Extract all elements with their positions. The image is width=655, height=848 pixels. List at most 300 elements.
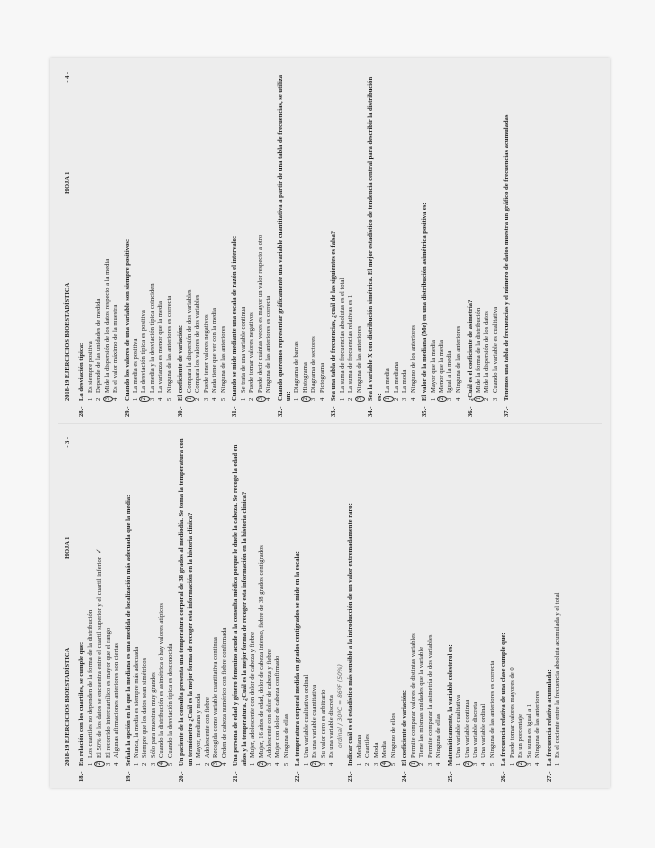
answer-option (410, 72, 418, 401)
answer-option (194, 72, 202, 401)
option-list (303, 437, 337, 766)
answer-option (455, 72, 463, 401)
answer-option (95, 72, 103, 401)
answer-option (472, 437, 480, 766)
question-number: 20.- (178, 771, 186, 782)
answer-option (418, 437, 426, 766)
option-text: Es una variable cuantitativa (311, 684, 319, 758)
question (500, 437, 542, 782)
answer-option (509, 437, 517, 766)
option-text: Adolescente con dolor de cabeza y fiebre (265, 649, 273, 758)
option-list (455, 437, 497, 766)
answer-option (149, 72, 157, 401)
question-text: Tenemos una tabla de frecuencias y el número de datos muestra un gráfico de frecuencias acumuladas (503, 114, 511, 401)
option-number: 3 (103, 397, 111, 401)
question-number: 18.- (78, 771, 86, 782)
right-header-title: 2018-19 EJERCICIOS BIOESTADÍSTICA (64, 282, 71, 401)
option-number: 4 (112, 762, 120, 766)
answer-option (320, 437, 328, 766)
option-number: 1 (249, 762, 257, 766)
answer-option (293, 72, 301, 401)
option-number: 1 (474, 397, 482, 401)
answer-option-marked (517, 437, 525, 766)
option-text: Cuando la desviación típica es desconocida (166, 643, 174, 758)
right-header-sheet: HOJA 1 (64, 171, 71, 194)
question (503, 72, 511, 417)
option-number: 4 (264, 397, 272, 401)
answer-option (303, 437, 311, 766)
answer-option (248, 72, 256, 401)
question-number: 31.- (231, 406, 239, 417)
option-number: 3 (104, 762, 112, 766)
question-number: 23.- (347, 771, 355, 782)
answer-option (150, 437, 158, 766)
answer-option (133, 437, 141, 766)
question-number: 28.- (78, 406, 86, 417)
option-text: Mide la dispersión de los datos (483, 311, 491, 393)
option-number: 5 (389, 762, 397, 766)
question (177, 72, 228, 417)
question (294, 437, 344, 782)
answer-option (364, 437, 372, 766)
option-number: 4 (111, 397, 119, 401)
answer-option (220, 72, 228, 401)
option-text: Permite comparar la asimetría de dos variables (426, 634, 434, 758)
option-list (509, 437, 543, 766)
option-text: Ninguna de las anteriores es correcta (165, 295, 173, 393)
option-text: Mujer con dolor de cabeza confirmado (274, 655, 282, 758)
option-list (186, 72, 228, 401)
question-text: En relación con los cuartiles, se cumple que: (78, 641, 86, 766)
option-number: 3 (149, 762, 157, 766)
option-text: Los cuartiles no dependen de la forma de la distribución (86, 609, 94, 758)
option-number: 1 (508, 762, 516, 766)
question (123, 72, 175, 417)
answer-option-marked (475, 72, 483, 401)
answer-option (401, 72, 409, 401)
option-number: 4 (328, 762, 336, 766)
option-text: La moda (401, 369, 409, 393)
option-text: Ninguna de ellas (435, 713, 443, 758)
question (78, 437, 121, 782)
option-number: 5 (282, 762, 290, 766)
option-text: Es el cociente entre la frecuencia absoluta acumulada y el total (554, 592, 562, 758)
option-text: Mayor que la media (429, 340, 437, 393)
option-number: 2 (438, 397, 445, 401)
option-text: Pictograma (318, 362, 326, 393)
option-list (554, 437, 562, 766)
option-number: 3 (265, 762, 273, 766)
right-page-header (64, 72, 72, 401)
option-list (249, 437, 291, 766)
option-text: Puede tomar valores mayores de 0 (508, 667, 516, 758)
answer-option-marked (302, 72, 310, 401)
option-number: 2 (141, 762, 149, 766)
answer-option-marked (410, 437, 418, 766)
option-text: Adolescente con fiebre (203, 697, 211, 758)
option-number: 3 (491, 397, 499, 401)
question (232, 437, 291, 782)
question-number: 24.- (401, 771, 409, 782)
option-number: 3 (525, 762, 533, 766)
option-text: Puede decir cuántas veces es mayor un valor respecto a otro (256, 234, 264, 393)
question-number: 26.- (500, 771, 508, 782)
answer-option (132, 72, 140, 401)
answer-option (274, 437, 282, 766)
left-header-sheet: HOJA 1 (64, 536, 71, 559)
option-text: Ninguna de las anteriores (534, 690, 542, 758)
answer-option (446, 72, 454, 401)
option-number: 3 (401, 397, 409, 401)
option-number: 4 (158, 762, 166, 766)
option-number: 1 (302, 762, 310, 766)
option-number: 3 (202, 397, 210, 401)
option-number: 2 (347, 397, 355, 401)
question-text: Cuando queremos representar gráficamente una variable cuantitativa a partir de una tabla de frecuencias, se utiliza un: (276, 74, 292, 401)
option-text: Una variable continua (463, 699, 471, 758)
option-number: 2 (257, 762, 265, 766)
answer-option-marked (257, 72, 265, 401)
answer-option (240, 72, 248, 401)
option-number: 2 (301, 397, 309, 401)
option-text: Cuando la distribución es asimétrica o hay valores atípicos (158, 603, 166, 758)
answer-option (489, 437, 497, 766)
question-number: 21.- (232, 771, 240, 782)
option-list (356, 437, 398, 766)
question (231, 72, 273, 417)
answer-option (157, 72, 165, 401)
answer-option (455, 437, 463, 766)
right-page (50, 58, 610, 423)
option-text: Orden de cabeza numérico con fiebre confirmada (220, 627, 228, 758)
option-list (410, 437, 444, 766)
option-text: Puede tomar valores negativos (248, 312, 256, 393)
question-number: 19.- (124, 771, 132, 782)
option-number: 2 (463, 762, 471, 766)
option-text: Es siempre positiva (86, 341, 94, 393)
option-text: Mide la forma de la distribución (474, 307, 482, 393)
answer-option (328, 437, 336, 766)
answer-option (141, 437, 149, 766)
option-list (475, 72, 500, 401)
question-text: Un paciente de la consulta presenta una temperatura corporal de 38 grados al mediodía. Se toma la temperatura con un termómetro ¿Cuál es la mejor forma de recoger esta información en la historia clínica? (178, 438, 194, 766)
option-text: Su suma es igual a 1 (525, 703, 533, 758)
answer-option (427, 437, 435, 766)
option-number: 4 (409, 397, 417, 401)
answer-option (87, 72, 95, 401)
answer-option-marked (356, 72, 364, 401)
option-text: Mujer, adolescente con dolor de cabeza y fiebre (249, 631, 257, 758)
answer-option (430, 72, 438, 401)
option-text: Mayor, mediana y moda (195, 693, 203, 758)
option-text: Diagrama de sectores (310, 336, 318, 393)
answer-option (203, 72, 211, 401)
answer-option (483, 72, 491, 401)
question-text: Una persona de edad y género femenino acude a la consulta médica porque le duele la cabeza. Se recoge la edad en años y la temperatura. ¿Cuál es la mejor forma de recoger esta información en la historia clínica? (232, 444, 248, 766)
question (401, 437, 443, 782)
option-number: 1 (86, 397, 94, 401)
answer-option (347, 72, 355, 401)
right-question-list (78, 72, 512, 417)
option-list (132, 72, 174, 401)
option-text: Cuando la variable es cualitativa (491, 306, 499, 393)
option-number: 4 (480, 762, 488, 766)
option-number: 2 (95, 762, 103, 766)
option-text: La media es positiva (132, 338, 139, 393)
option-number: 4 (381, 762, 389, 766)
option-text: Su valor cero es arbitrario (319, 689, 327, 758)
answer-option (534, 437, 542, 766)
answer-option-marked (384, 72, 392, 401)
option-number: 2 (194, 397, 202, 401)
scanned-sheet (50, 58, 610, 788)
question-text: El coeficiente de variación: (401, 690, 409, 766)
option-text: Nada tiene que ver con la media (211, 308, 219, 393)
option-number: 2 (517, 762, 525, 766)
question-text: Indicar cuál es el estadístico más sensible a la introducción de un valor extremadamente raro: (347, 503, 355, 766)
option-text: Menor que la media (438, 340, 445, 393)
option-text: Ninguna de las anteriores (355, 325, 363, 393)
option-text: Se trata de una variable continua (239, 306, 247, 393)
option-text: Es una variable discreta (328, 695, 336, 758)
option-text: Igual a la media (446, 350, 454, 393)
question-text: Señala la opción en la que la mediana es una medida de localización más adecuada que la media: (124, 494, 132, 766)
page-gutter (58, 423, 602, 424)
option-number: 2 (248, 397, 256, 401)
answer-option-marked (104, 72, 112, 401)
option-number: 3 (256, 397, 264, 401)
option-text: Diagrama de barras (293, 341, 301, 393)
option-text: Siempre que los datos sean simétricos (141, 657, 149, 758)
option-text: La varianza es menor que la media (157, 301, 165, 393)
option-number: 4 (220, 762, 228, 766)
option-text: Una variable discreta (471, 701, 479, 758)
question-number: 35.- (421, 406, 429, 417)
question-number: 34.- (367, 406, 375, 417)
option-number: 3 (426, 762, 434, 766)
option-text: Mujer, 16 años de edad, dolor de cabeza intenso, fiebre de 38 grados centígrados (257, 545, 265, 758)
option-number: 5 (219, 397, 227, 401)
option-number: 1 (185, 397, 193, 401)
option-number: 3 (212, 762, 220, 766)
option-text: Sólo para muestras muy grandes (149, 672, 157, 758)
option-number: 3 (310, 397, 318, 401)
option-number: 1 (338, 397, 346, 401)
option-text: Permite comparar valores de distintas variables (409, 633, 417, 758)
option-number: 2 (483, 397, 491, 401)
answer-option-marked (438, 72, 446, 401)
answer-option (554, 437, 562, 766)
option-list (293, 72, 327, 401)
option-text: Compara los valores de dos variables (194, 294, 202, 393)
answer-option-marked (95, 437, 104, 766)
answer-option-marked (212, 437, 220, 766)
answer-option (105, 437, 113, 766)
option-list (240, 72, 274, 401)
option-text: La mediana (392, 362, 400, 393)
answer-option (167, 437, 175, 766)
question-number: 36.- (466, 406, 474, 417)
option-text: Una variable ordinal (480, 703, 488, 758)
option-list (87, 437, 122, 766)
answer-option (526, 437, 534, 766)
option-text: La suma de frecuencias relativas es 1 (347, 294, 355, 393)
answer-option (339, 72, 347, 401)
option-text: Ninguno de ellos (389, 712, 397, 758)
option-number: 1 (409, 762, 417, 766)
answer-option (480, 437, 488, 766)
question-text: Sea una tabla de frecuencias, ¿cuál de las siguientes es falsa? (330, 230, 338, 401)
option-text: Puede tener valores negativos (202, 314, 210, 393)
answer-option (356, 437, 364, 766)
option-number: 1 (554, 762, 562, 766)
option-list (339, 72, 364, 401)
question-text: Cuando se mide mediante una escala de razón el intervalo: (231, 235, 239, 401)
answer-option-marked (381, 437, 389, 766)
left-page (50, 423, 610, 788)
option-text: La suma de frecuencias absolutas es el total (338, 277, 346, 393)
answer-option (266, 437, 274, 766)
option-number: 5 (165, 397, 173, 401)
option-number: 1 (455, 762, 463, 766)
question (367, 72, 418, 417)
option-number: 1 (132, 397, 139, 401)
option-number: 1 (239, 397, 247, 401)
question (330, 72, 364, 417)
answer-option-marked (186, 72, 194, 401)
answer-option (390, 437, 398, 766)
answer-option-marked (158, 437, 166, 766)
answer-option (265, 72, 273, 401)
option-list (195, 437, 229, 766)
answer-option (87, 437, 95, 766)
option-number: 1 (429, 397, 437, 401)
question-text: El coeficiente de variación: (177, 325, 185, 401)
option-number: 1 (293, 397, 301, 401)
option-number: 1 (133, 762, 140, 766)
question (78, 72, 120, 417)
option-text: Es un porcentaje (517, 714, 525, 758)
option-text: Moda (372, 742, 380, 758)
question (466, 72, 501, 417)
option-number: 2 (203, 762, 211, 766)
option-text: Tiene las mismas unidades que la variable (418, 646, 426, 758)
option-number: 2 (140, 397, 148, 401)
left-page-header (64, 437, 72, 766)
answer-option (373, 437, 381, 766)
answer-option (435, 437, 443, 766)
answer-option (113, 437, 121, 766)
handwritten-check-icon: ✓ (95, 548, 104, 554)
answer-option-marked (258, 437, 266, 766)
question (347, 437, 398, 782)
option-text: Ninguna de las anteriores (454, 325, 462, 393)
option-number: 4 (157, 397, 165, 401)
answer-option (166, 72, 174, 401)
answer-option (393, 72, 401, 401)
question-text: El valor de la mediana (Me) en una distribución asimétrica positiva es: (421, 202, 429, 401)
option-number: 5 (488, 762, 496, 766)
option-number: 3 (446, 397, 454, 401)
option-number: 4 (454, 397, 462, 401)
question-text: ¿Cuál es el coeficiente de asimetría? (466, 299, 474, 401)
question-text: Sea la variable X con distribución simétrica. El mejor estadístico de tendencia central para describir la distribución es: (367, 76, 383, 401)
question-text: La frecuencia relativa de una clase cumple que: (500, 632, 508, 766)
option-text: Ninguna de las anteriores (219, 325, 227, 393)
question (276, 72, 328, 417)
option-number: 3 (148, 397, 156, 401)
question-text: La frecuencia relativa acumulada: (545, 669, 553, 766)
option-list (133, 437, 175, 766)
left-page-number: - 3 - (64, 437, 71, 448)
option-text: Depende de las unidades de medida (95, 298, 103, 393)
handwritten-note: ordinal / 30ºC = 86ºF (50%) (336, 664, 344, 748)
answer-option-marked (311, 437, 319, 766)
answer-option (310, 72, 318, 401)
answer-option (112, 72, 120, 401)
option-text: Nunca, la media es siempre más adecuada (133, 646, 140, 758)
option-number: 3 (355, 397, 363, 401)
question-number: 33.- (330, 406, 338, 417)
question-number: 32.- (276, 406, 284, 417)
option-number: 1 (195, 762, 203, 766)
option-text: La desviación típica es positiva (140, 310, 148, 393)
question (124, 437, 176, 782)
option-list (87, 72, 121, 401)
question-text: La temperatura corporal medida en grados centígrados se mide en la escala: (294, 551, 302, 766)
option-number: 3 (319, 762, 327, 766)
option-number: 4 (534, 762, 542, 766)
option-text: Ninguna de ellas (282, 713, 290, 758)
option-text: Ninguna de las anteriores es correcta (264, 295, 272, 393)
question-text: Matemáticamente, la variable colesterol es: (446, 644, 454, 766)
option-number: 5 (166, 762, 174, 766)
answer-option (249, 437, 257, 766)
question-number: 27.- (545, 771, 553, 782)
answer-option (319, 72, 327, 401)
option-text: La media y la desviación típica coinciden (148, 283, 156, 393)
option-number: 1 (384, 397, 392, 401)
answer-option-marked (464, 437, 472, 766)
right-page-number: - 4 - (64, 72, 71, 83)
question-text: Cuando los valores de una variable son siempre positivos: (123, 238, 131, 401)
option-number: 3 (372, 762, 380, 766)
option-text: Una variable cualitativa (455, 695, 463, 758)
answer-option (195, 437, 203, 766)
answer-option (492, 72, 500, 401)
option-number: 1 (355, 762, 363, 766)
option-text: Compara la dispersión de dos variables (185, 289, 193, 393)
question-number: 29.- (123, 406, 131, 417)
option-number: 2 (95, 397, 103, 401)
option-number: 3 (471, 762, 479, 766)
option-text: La media (384, 368, 392, 393)
question (178, 437, 229, 782)
option-text: Una variable cualitativa ordinal (302, 674, 310, 758)
option-number: 4 (318, 397, 326, 401)
option-text: Cuartiles (364, 734, 372, 758)
option-number: 2 (418, 762, 426, 766)
option-text: Mediana (355, 734, 363, 758)
question-number: 22.- (294, 771, 302, 782)
left-header-title: 2018-19 EJERCICIOS BIOESTADÍSTICA (64, 647, 71, 766)
answer-option-marked (140, 72, 148, 401)
question-number: 37.- (503, 406, 511, 417)
option-text: Histograma (301, 362, 309, 393)
question-text: La desviación típica: (78, 342, 86, 401)
option-text: El recorrido intercuartílico es mayor que el rango (104, 627, 112, 758)
option-number: 2 (392, 397, 400, 401)
